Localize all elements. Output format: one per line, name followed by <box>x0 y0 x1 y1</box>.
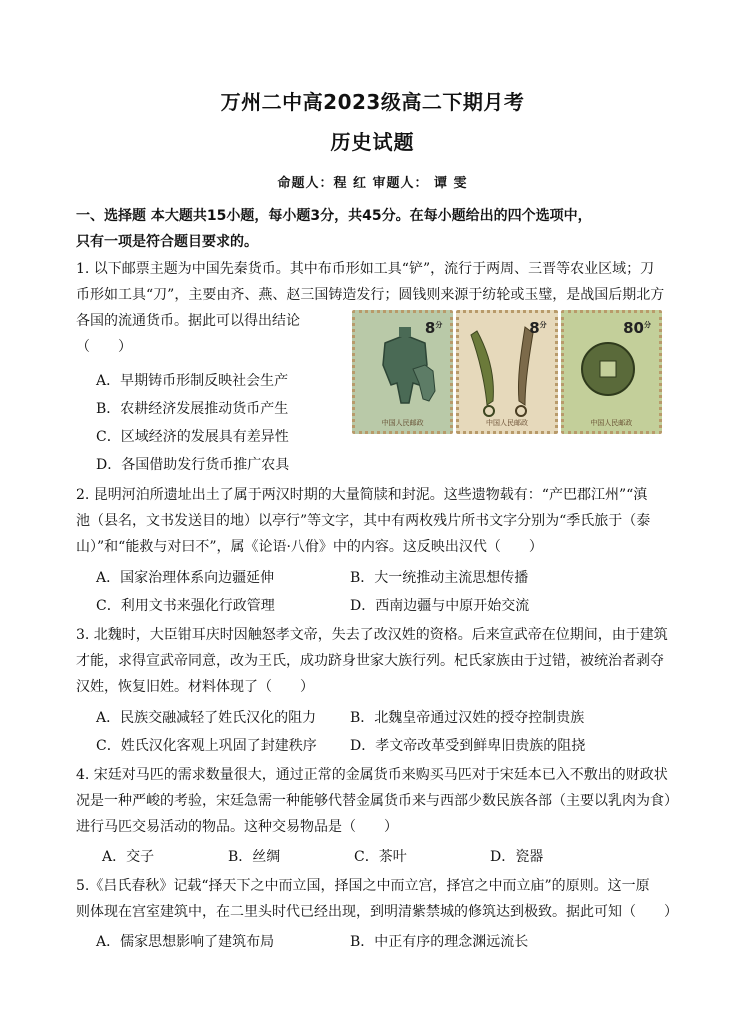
option-a[interactable]: A．儒家思想影响了建筑布局 <box>96 934 275 950</box>
question-4 <box>76 762 681 840</box>
option-b[interactable]: B．丝绸 <box>228 849 281 865</box>
question-line: 则体现在宫室建筑中，在二里头时代已经出现，到明清紫禁城的修筑达到极致。据此可知（ ） <box>76 904 678 920</box>
option-a[interactable]: A．交子 <box>102 849 155 865</box>
question-line: 2. 昆明河泊所遗址出土了属于两汉时期的大量简牍和封泥。这些遗物载有：“产巴郡江州”“滇 <box>76 487 648 503</box>
question-line: 池（县名，文书发送目的地）以亭行”等文字，其中有两枚残片所书文字分别为“季氏旅于（泰 <box>76 513 651 529</box>
option-b[interactable]: B．北魏皇帝通过汉姓的授夺控制贵族 <box>350 710 585 726</box>
spade-coin-stamp <box>352 310 453 434</box>
section-heading-line: 只有一项是符合题目要求的。 <box>76 234 258 250</box>
coin-stamps-image <box>352 310 662 434</box>
answer-blank: （ ） <box>76 339 132 355</box>
question-line: 才能，求得宣武帝同意，改为王氏，成功跻身世家大族行列。杞氏家族由于过错，被统治者剥夺 <box>76 653 664 669</box>
question-5 <box>76 873 681 925</box>
option-d[interactable]: D．各国借助发行货币推广农具 <box>96 457 290 473</box>
question-line: 况是一种严峻的考验，宋廷急需一种能够代替金属货币来与西部少数民族各部（主要以乳肉为食） <box>76 793 678 809</box>
stamp-value: $8^分$ <box>424 319 443 337</box>
option-b[interactable]: B．中正有序的理念渊远流长 <box>350 934 529 950</box>
section-heading <box>76 203 676 255</box>
option-b[interactable]: B．农耕经济发展推动货币产生 <box>96 401 289 417</box>
exam-title: 万州二中高2023级高二下期月考 <box>220 90 525 114</box>
option-a[interactable]: A．早期铸币形制反映社会生产 <box>96 373 289 389</box>
question-line: 5.《吕氏春秋》记载“择天下之中而立国，择国之中而立宫，择宫之中而立庙”的原则。这一原 <box>76 878 650 894</box>
question-line: 山）”和“能救与对曰不”，属《论语·八佾》中的内容。这反映出汉代（ ） <box>76 539 543 555</box>
option-b[interactable]: B．大一统推动主流思想传播 <box>350 570 529 586</box>
exam-authors: 命题人：程 红 审题人： 谭 雯 <box>277 176 468 191</box>
question-line: 进行马匹交易活动的物品。这种交易物品是（ ） <box>76 819 398 835</box>
exam-subtitle: 历史试题 <box>330 130 415 154</box>
section-heading-line: 一、选择题 本大题共15小题，每小题3分，共45分。在每小题给出的四个选项中， <box>76 208 592 224</box>
question-line: 汉姓，恢复旧姓。材料体现了（ ） <box>76 679 314 695</box>
stamp-footer: 中国人民邮政 <box>590 419 633 427</box>
option-c[interactable]: C．姓氏汉化客观上巩固了封建秩序 <box>96 738 317 754</box>
question-line: 各国的流通货币。据此可以得出结论 <box>76 313 300 329</box>
question-line: 1. 以下邮票主题为中国先秦货币。其中布币形如工具“铲”，流行于两周、三晋等农业区域；刀 <box>76 261 655 277</box>
option-c[interactable]: C．利用文书来强化行政管理 <box>96 598 275 614</box>
option-d[interactable]: D．孝文帝改革受到鲜卑旧贵族的阻挠 <box>350 738 586 754</box>
stamp-value: $80^分$ <box>623 319 651 337</box>
option-a[interactable]: A．国家治理体系向边疆延伸 <box>96 570 275 586</box>
stamp-footer: 中国人民邮政 <box>381 419 424 427</box>
option-d[interactable]: D．瓷器 <box>490 849 544 865</box>
knife-coin-stamp <box>456 310 557 434</box>
stamp-footer: 中国人民邮政 <box>485 419 528 427</box>
question-line: 3. 北魏时，大臣钳耳庆时因触怒孝文帝，失去了改汉姓的资格。后来宣武帝在位期间，由于建筑 <box>76 627 668 643</box>
question-3 <box>76 622 681 700</box>
option-d[interactable]: D．西南边疆与中原开始交流 <box>350 598 530 614</box>
option-c[interactable]: C．区域经济的发展具有差异性 <box>96 429 289 445</box>
question-2 <box>76 482 681 560</box>
question-line: 4. 宋廷对马匹的需求数量很大，通过正常的金属货币来购买马匹对于宋廷本已入不敷出的财政状 <box>76 767 668 783</box>
round-coin-stamp <box>561 310 662 434</box>
option-a[interactable]: A．民族交融减轻了姓氏汉化的阻力 <box>96 710 317 726</box>
option-c[interactable]: C．茶叶 <box>354 849 407 865</box>
question-line: 币形如工具“刀”，主要由齐、燕、赵三国铸造发行；圆钱则来源于纺轮或玉璧，是战国后期北方 <box>76 287 665 303</box>
stamp-value: $8^分$ <box>529 319 547 337</box>
